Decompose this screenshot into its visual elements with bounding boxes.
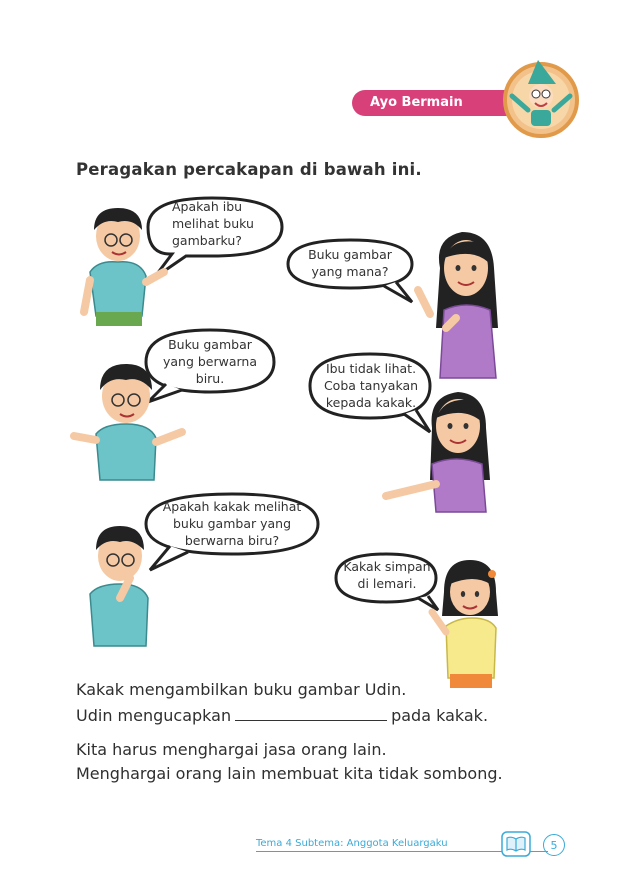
instruction: Peragakan percakapan di bawah ini.: [76, 160, 422, 179]
story-line-2-end: pada kakak.: [391, 706, 489, 725]
mother-illustration: [378, 384, 508, 514]
dialogue-5: Apakah kakak melihat buku gambar yang berwarna biru?: [162, 499, 302, 548]
story-line-1: Kakak mengambilkan buku gambar Udin.: [76, 680, 407, 699]
page-number: 5: [543, 834, 565, 856]
answer-blank[interactable]: [235, 706, 387, 721]
sister-illustration: [420, 554, 510, 690]
story-line-4: Menghargai orang lain membuat kita tidak sombong.: [76, 764, 503, 783]
footer-theme: Tema 4 Subtema: Anggota Keluargaku: [256, 838, 448, 849]
section-badge: Ayo Bermain Peran: [352, 90, 508, 116]
boy-illustration: [64, 344, 194, 484]
dialogue-2: Buku gambar yang mana?: [308, 247, 392, 279]
boy-illustration: [76, 200, 166, 330]
mascot-icon: [498, 54, 584, 140]
dialogue-4: Ibu tidak lihat. Coba tanyakan kepada kakak.: [323, 361, 419, 410]
mother-illustration: [410, 218, 510, 378]
boy-illustration: [80, 514, 170, 650]
story-line-2: [76, 706, 488, 725]
story-line-2-start: Udin mengucapkan: [76, 706, 232, 725]
dialogue-6: Kakak simpan di lemari.: [343, 559, 431, 591]
story-line-3: Kita harus menghargai jasa orang lain.: [76, 740, 387, 759]
book-icon: [501, 831, 531, 857]
dialogue-3: Buku gambar yang berwarna biru.: [162, 337, 258, 386]
dialogue-1: Apakah ibu melihat buku gambarku?: [172, 199, 254, 248]
